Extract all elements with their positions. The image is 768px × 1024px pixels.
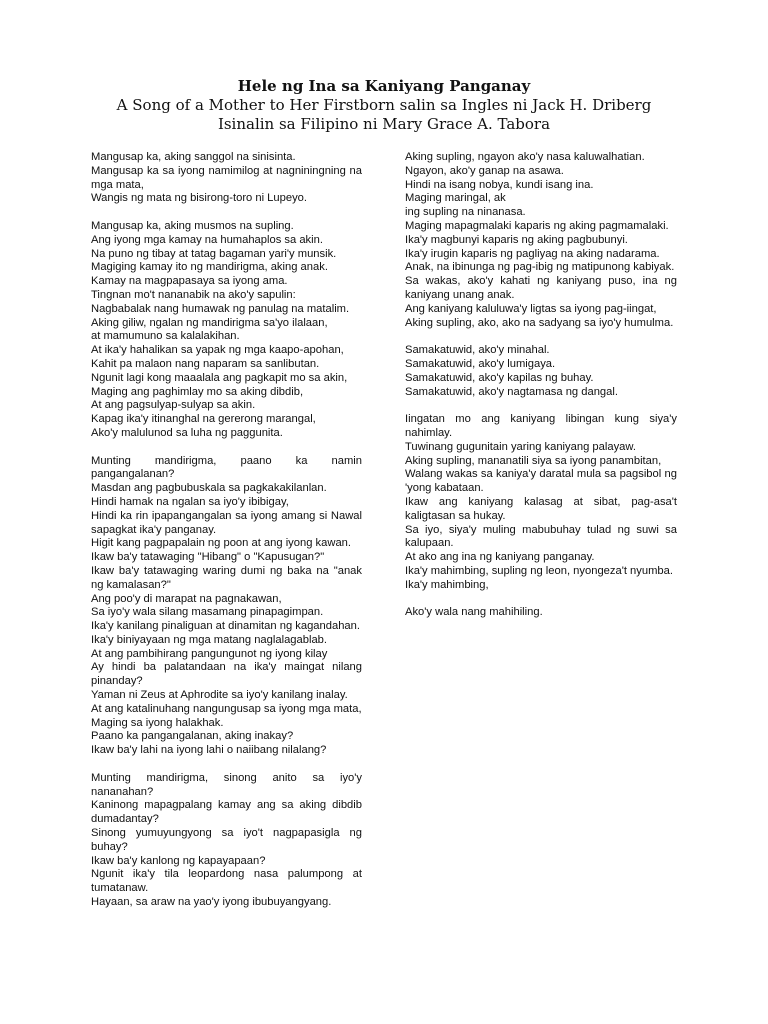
poem-line: Kaninong mapagpalang kamay ang sa aking dibdib dumadantay? [91,799,362,826]
poem-line: Ika'y magbunyi kaparis ng aking pagbubunyi. [405,233,628,246]
poem-line: Hindi na isang nobya, kundi isang ina. [405,178,594,191]
stanza [91,455,362,759]
poem-line: Ika'y mahimbing, [405,578,489,591]
poem-line: Maging mapagmalaki kaparis ng aking pagmamalaki. [405,219,669,232]
poem-line: Mangusap ka, aking musmos na supling. [91,219,294,232]
poem-line: Ikaw ba'y tatawaging "Hibang" o "Kapusugan?" [91,551,325,564]
poem-line: Hindi ka rin ipapangangalan sa iyong amang si Nawal sapagkat ika'y panganay. [91,509,362,536]
poem-translator: Isinalin sa Filipino ni Mary Grace A. Tabora [217,115,551,133]
poem-line: Ikaw ang kaniyang kalasag at sibat, pag-asa't kaligtasan sa hukay. [405,495,677,522]
poem-line: Mangusap ka sa iyong namimilog at nagniningning na mga mata, [91,164,362,191]
poem-line: Aking giliw, ngalan ng mandirigma sa'yo ilalaan, [91,316,328,329]
poem-line: Sa wakas, ako'y kahati ng kaniyang puso, ina ng kaniyang unang anak. [405,275,677,301]
poem-line: Ika'y mahimbing, supling ng leon, nyongeza't nyumba. [405,564,673,577]
poem-line: Aking supling, ngayon ako'y nasa kaluwalhatian. [405,151,645,163]
poem-line: Samakatuwid, ako'y lumigaya. [405,357,556,370]
poem-line: Anak, na ibinunga ng pag-ibig ng matipunong kabiyak. [405,261,675,274]
poem-line: Aking supling, ako, ako na sadyang sa iyo'y humulma. [405,316,674,329]
poem-line: Kapag ika'y itinanghal na gererong marangal, [91,413,316,426]
poem-line: Magiging kamay ito ng mandirigma, aking anak. [91,261,328,274]
poem-line: Nagbabalak nang humawak ng panulag na matalim. [91,302,350,315]
poem-line: At ang pagsulyap-sulyap sa akin. [91,399,256,412]
poem-line: Ako'y malulunod sa luha ng paggunita. [91,426,283,439]
poem-line: Mangusap ka, aking sanggol na sinisinta. [91,151,296,163]
poem-line: Yaman ni Zeus at Aphrodite sa iyo'y kanilang inalay. [91,689,348,702]
stanza [91,220,362,441]
poem-line: Paano ka pangangalanan, aking inakay? [91,730,294,743]
poem-line: Sa iyo'y wala silang masamang pinapagimpan. [91,606,324,619]
poem-line: Ang poo'y di marapat na pagnakawan, [91,592,282,605]
poem-title: Hele ng Ina sa Kaniyang Panganay [237,77,531,95]
poem-line: At ang katalinuhang nangungusap sa iyong mga mata, [91,702,362,715]
poem-line: Ika'y kanilang pinaliguan at dinamitan ng kagandahan. [91,620,360,633]
poem-line: Maging ang paghimlay mo sa aking dibdib, [91,385,304,398]
poem-line: At ako ang ina ng kaniyang panganay. [405,551,595,564]
stanza [91,151,362,206]
poem-subtitle: A Song of a Mother to Her Firstborn salin sa Ingles ni Jack H. Driberg [116,96,652,114]
poem-line: Na puno ng tibay at tatag bagaman yari'y munsik. [91,247,337,260]
poem-line: At ika'y hahalikan sa yapak ng mga kaapo-apohan, [91,344,344,357]
poem-line: Ikaw ba'y tatawaging waring dumi ng baka na "anak ng kamalasan?" [91,564,362,591]
poem-line: Kahit pa malaon nang naparam sa sanlibutan. [91,357,320,370]
poem-line: Ika'y irugin kaparis ng pagliyag na aking nadarama. [405,247,660,260]
poem-line: Wangis ng mata ng bisirong-toro ni Lupeyo. [91,192,307,205]
poem-line: Ang iyong mga kamay na humahaplos sa akin. [91,233,323,246]
poem-line: ing supling na ninanasa. [405,206,526,219]
poem-line: Ngunit ika'y tila leopardong nasa palumpong at tumatanaw. [91,868,362,895]
poem-line: Sa iyo, siya'y muling mabubuhay tulad ng suwi sa kalupaan. [405,523,677,550]
stanza [405,413,677,592]
poem-line: Munting mandirigma, sinong anito sa iyo'y nananahan? [91,771,362,798]
poem-line: Ika'y biniyayaan ng mga matang naglalagablab. [91,633,327,646]
stanza [405,151,677,330]
poem-line: Iingatan mo ang kaniyang libingan kung siya'y nahimlay. [405,413,677,439]
stanza [405,344,677,399]
poem-line: Kamay na magpapasaya sa iyong ama. [91,275,288,288]
poem-line: Ay hindi ba palatandaan na ika'y maingat nilang pinanday? [91,661,362,688]
poem-line: At ang pambihirang pangungunot ng iyong kilay [91,647,328,660]
poem-line: Ikaw ba'y lahi na iyong lahi o naiibang nilalang? [91,744,327,757]
stanza [405,606,677,620]
poem-line: Tuwinang gugunitain yaring kaniyang palayaw. [405,440,636,453]
poem-line: Ngunit lagi kong maaalala ang pagkapit mo sa akin, [91,371,348,384]
poem-header [0,76,768,134]
poem-line: Hindi hamak na ngalan sa iyo'y ibibigay, [91,495,289,508]
stanza [91,772,362,910]
poem-line: Ang kaniyang kaluluwa'y ligtas sa iyong pag-iingat, [405,302,657,315]
poem-line: Maging sa iyong halakhak. [91,716,224,729]
poem-line: Walang wakas sa kaniya'y daratal mula sa pagsibol ng 'yong kabataan. [405,468,677,495]
poem-line: Ako'y wala nang mahihiling. [405,606,543,619]
poem-line: Samakatuwid, ako'y minahal. [405,344,550,357]
poem-line: at mamumuno sa kalalakihan. [91,330,240,343]
right-column [405,151,677,634]
poem-line: Maging maringal, ak [405,192,506,205]
poem-line: Ngayon, ako'y ganap na asawa. [405,164,564,177]
left-column [91,151,362,924]
poem-line: Samakatuwid, ako'y nagtamasa ng dangal. [405,385,618,398]
poem-line: Masdan ang pagbubuskala sa pagkakakilanlan. [91,482,327,495]
poem-line: Aking supling, mananatili siya sa iyong panambitan, [405,454,662,467]
poem-line: Hayaan, sa araw na yao'y iyong ibubuyangyang. [91,896,332,909]
poem-line: Tingnan mo't nananabik na ako'y sapulin: [91,288,296,301]
poem-line: Ikaw ba'y kanlong ng kapayapaan? [91,854,266,867]
poem-line: Higit kang pagpapalain ng poon at ang iyong kawan. [91,537,351,550]
poem-line: Sinong yumuyungyong sa iyo't nagpapasigla ng buhay? [91,827,362,853]
poem-line: Samakatuwid, ako'y kapilas ng buhay. [405,371,594,384]
poem-line: Munting mandirigma, paano ka namin pangangalanan? [91,454,362,481]
